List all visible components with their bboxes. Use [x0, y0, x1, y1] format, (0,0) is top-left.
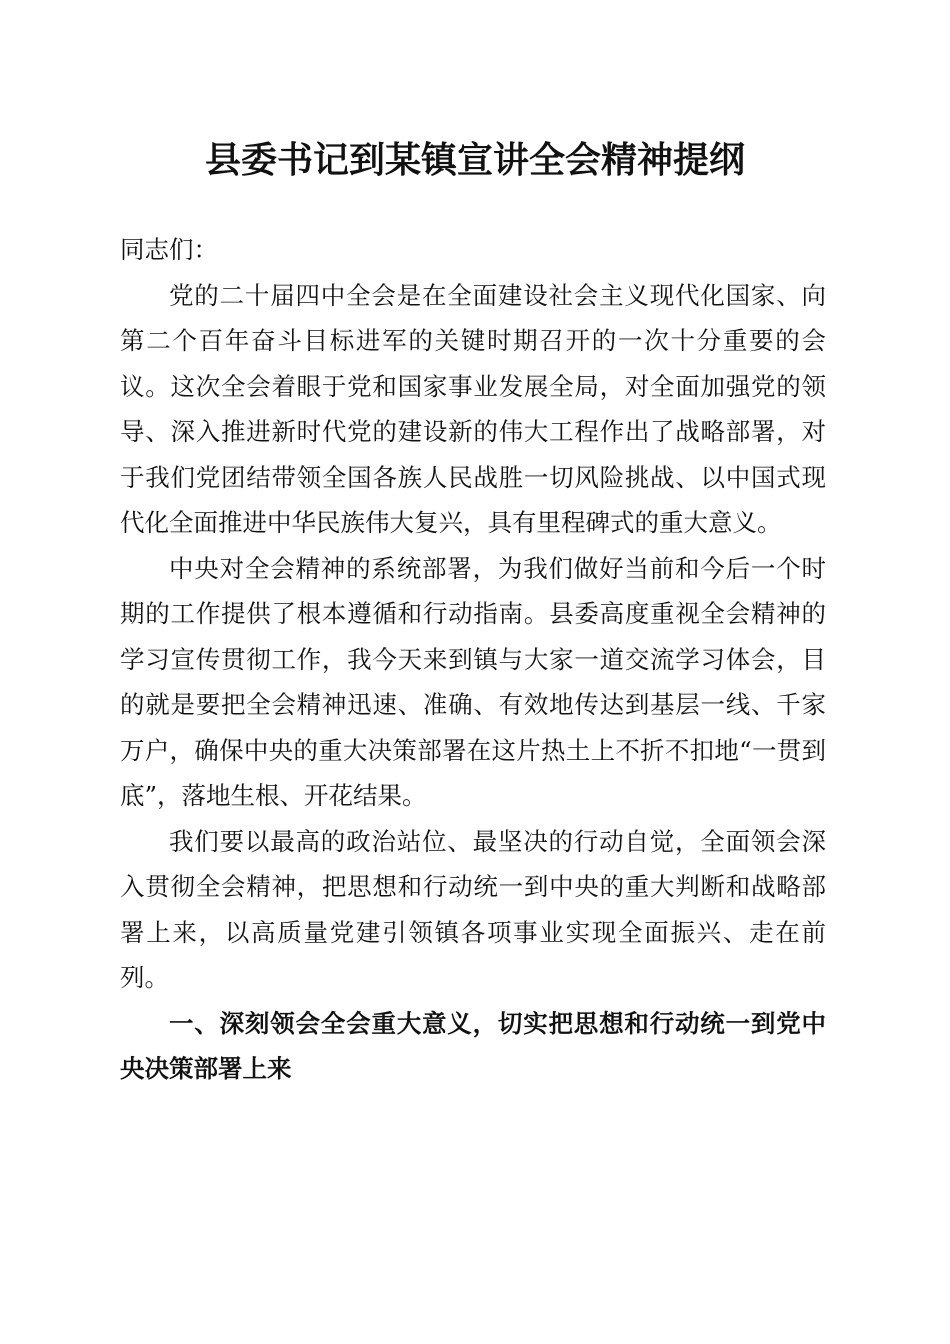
- section-heading-1: 一、深刻领会全会重大意义，切实把思想和行动统一到党中央决策部署上来: [120, 1008, 826, 1083]
- paragraph-3: 我们要以最高的政治站位、最坚决的行动自觉，全面领会深入贯彻全会精神，把思想和行动统一到中央的重大判断和战略部署上来，以高质量党建引领镇各项事业实现全面振兴、走在前列。: [120, 826, 826, 992]
- paragraph-1: 党的二十届四中全会是在全面建设社会主义现代化国家、向第二个百年奋斗目标进军的关键时期召开的一次十分重要的会议。这次全会着眼于党和国家事业发展全局，对全面加强党的领导、深入推进新时代党的建设新的伟大工程作出了战略部署，对于我们党团结带领全国各族人民战胜一切风险挑战、以中国式现代化全面推进中华民族伟大复兴，具有里程碑式的重大意义。: [120, 280, 826, 537]
- paragraph-2: 中央对全会精神的系统部署，为我们做好当前和今后一个时期的工作提供了根本遵循和行动指南。县委高度重视全会精神的学习宣传贯彻工作，我今天来到镇与大家一道交流学习体会，目的就是要把全会精神迅速、准确、有效地传达到基层一线、千家万户，确保中央的重大决策部署在这片热土上不折不扣地“一贯到底”，落地生根、开花结果。: [120, 553, 826, 810]
- document-title: 县委书记到某镇宣讲全会精神提纲: [204, 139, 745, 181]
- document-body: [120, 227, 826, 1092]
- salutation: 同志们：: [120, 235, 218, 264]
